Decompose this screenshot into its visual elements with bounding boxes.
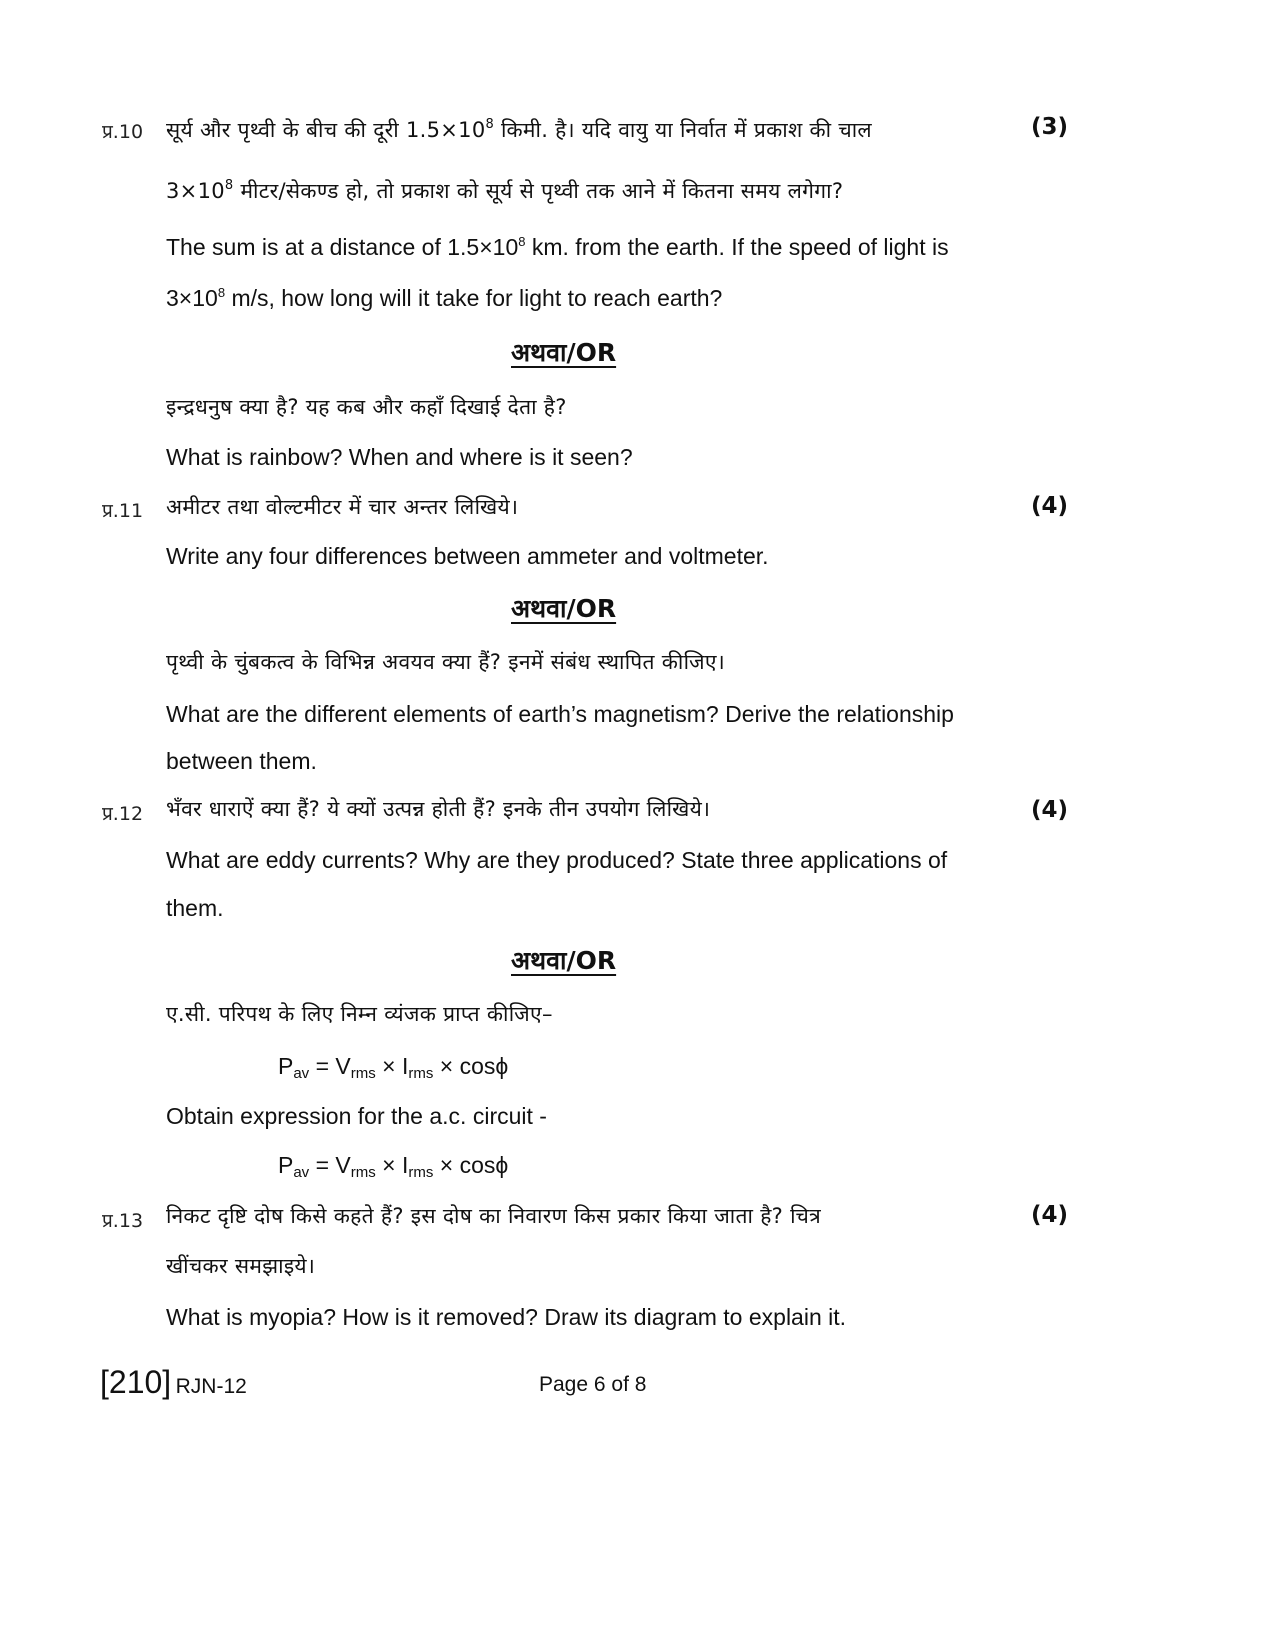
marks: (3) — [1031, 114, 1069, 140]
question-11-alt-english-line1: What are the different elements of earth’s magnetism? Derive the relationship — [166, 701, 954, 727]
question-10-alt-english: What is rainbow? When and where is it seen? — [166, 444, 633, 470]
marks: (4) — [1031, 797, 1069, 823]
question-13-hindi-line2: खींचकर समझाइये। — [166, 1254, 316, 1278]
formula-power-average: $P_{av} = V_{rms} \times I_{rms} \times \cos\phi$ — [278, 1152, 509, 1181]
or-divider: अथवा/OR — [511, 338, 617, 367]
question-12-hindi: भँवर धाराऐं क्या हैं? ये क्यों उत्पन्न होती हैं? इनके तीन उपयोग लिखिये। — [166, 797, 711, 821]
question-12-alt-hindi: ए.सी. परिपथ के लिए निम्न व्यंजक प्राप्त कीजिए– — [166, 1002, 553, 1026]
question-number: प्र.12 — [102, 803, 144, 825]
question-11-hindi: अमीटर तथा वोल्टमीटर में चार अन्तर लिखिये। — [166, 495, 519, 519]
question-10-english-line1: The sum is at a distance of $1.5\times 10^8$ km. from the earth. If the speed of light is — [166, 234, 949, 260]
question-number: प्र.13 — [102, 1210, 144, 1232]
question-12-english-line2: them. — [166, 895, 224, 921]
question-10-alt-hindi: इन्द्रधनुष क्या है? यह कब और कहाँ दिखाई देता है? — [166, 395, 567, 419]
question-13-hindi-line1: निकट दृष्टि दोष किसे कहते हैं? इस दोष का निवारण किस प्रकार किया जाता है? चित्र — [166, 1204, 822, 1228]
question-12-alt-english: Obtain expression for the a.c. circuit - — [166, 1103, 547, 1129]
question-11-alt-hindi: पृथ्वी के चुंबकत्व के विभिन्न अवयव क्या हैं? इनमें संबंध स्थापित कीजिए। — [166, 650, 726, 674]
question-13-english: What is myopia? How is it removed? Draw its diagram to explain it. — [166, 1304, 847, 1330]
marks: (4) — [1031, 1202, 1069, 1228]
question-11-alt-english-line2: between them. — [166, 748, 317, 774]
or-divider: अथवा/OR — [511, 946, 617, 975]
question-10-hindi-line1: सूर्य और पृथ्वी के बीच की दूरी $1.5\times 10^8$ किमी. है। यदि वायु या निर्वात में प्रकाश की चाल — [166, 117, 872, 142]
footer-paper-code: [210] RJN-12 — [100, 1364, 247, 1400]
question-10-hindi-line2: $3\times 10^8$ मीटर/सेकण्ड हो, तो प्रकाश को सूर्य से पृथ्वी तक आने में कितना समय लगेगा? — [166, 178, 844, 203]
question-number: प्र.10 — [102, 121, 144, 143]
formula-power-average: $P_{av} = V_{rms} \times I_{rms} \times \cos\phi$ — [278, 1053, 509, 1082]
page-number: Page 6 of 8 — [539, 1373, 647, 1396]
or-divider: अथवा/OR — [511, 594, 617, 623]
question-number: प्र.11 — [102, 500, 144, 522]
question-12-english-line1: What are eddy currents? Why are they produced? State three applications of — [166, 847, 948, 873]
question-10-english-line2: $3\times 10^8$ m/s, how long will it take for light to reach earth? — [166, 285, 723, 311]
marks: (4) — [1031, 493, 1069, 519]
question-11-english: Write any four differences between ammeter and voltmeter. — [166, 543, 769, 569]
